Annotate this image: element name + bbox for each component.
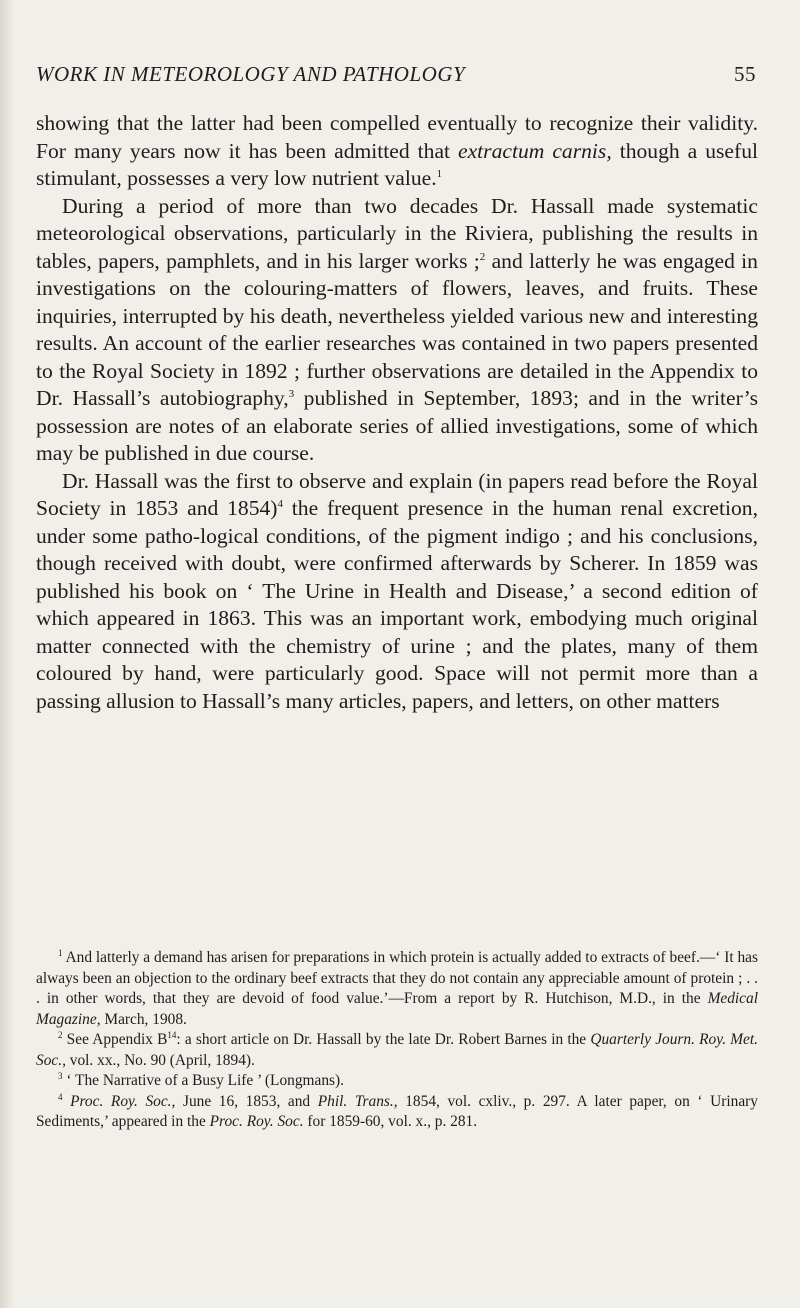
footnote-2: [36, 1030, 758, 1071]
footnote-ref-3: 3: [288, 388, 295, 400]
footnote-3: [36, 1071, 758, 1092]
footnote-1-text-b: March, 1908.: [100, 1010, 187, 1028]
footnote-2-appendix-sup: 14: [167, 1030, 177, 1040]
footnote-2-text-b: : a short article on Dr. Hassall by the late Dr. Robert Barnes in the: [176, 1031, 591, 1048]
paragraph-3: [36, 468, 758, 716]
footnote-4-mark: 4: [58, 1091, 63, 1102]
footnote-4-italic-1: Proc. Roy. Soc.,: [62, 1092, 176, 1110]
paragraph-3-text-a: Dr. Hassall was the first to observe and explain (in papers read before the Royal Society in 1853 and 1854): [36, 468, 758, 520]
footnote-4-text-c: for 1859-60, vol. x., p. 281.: [303, 1113, 478, 1130]
footnotes: [36, 948, 758, 1133]
footnote-4-italic-3: Proc. Roy. Soc.: [209, 1113, 304, 1130]
footnote-2-italic: Quarterly Journ. Roy. Met. Soc.,: [36, 1031, 759, 1069]
running-head: [36, 62, 756, 92]
footnote-1-mark: 1: [58, 948, 63, 958]
footnote-2-text-a: See Appendix B: [62, 1031, 168, 1048]
paragraph-1-text-a: showing that the latter had been compelled eventually to recognize their validity. For many years now it has been admitted that: [36, 111, 758, 163]
paragraph-3-text-b: the frequent presence in the human renal excretion, under some patho-logical conditions, of the pigment indigo ; and his conclusions, though received with doubt, were confirmed afterwards by Scherer. In 1859 was published his book on ‘ The Urine in Health and Disease,’ a second edition of which appeared in 1863. This was an important work, embodying much original matter connected with the chemistry of urine ; and the plates, many of them coloured by hand, were particularly good. Space will not permit more than a passing allusion to Hassall’s many articles, papers, and letters, on other matters: [36, 496, 759, 713]
footnote-4-text-b: 1854, vol. cxliv., p. 297. A later paper, on ‘ Urinary Sediments,’ appeared in the: [36, 1092, 758, 1130]
paragraph-2-text-a: During a period of more than two decades Dr. Hassall made systematic meteorological observations, particularly in the Riviera, publishing the results in tables, papers, pamphlets, and in his larger works ;: [36, 193, 758, 273]
footnote-2-mark: 2: [58, 1030, 63, 1040]
paragraph-2-text-c: published in September, 1893; and in the writer’s possession are notes of an elaborate series of allied investigations, some of which may be published in due course.: [36, 386, 758, 465]
footnote-ref-2: 2: [479, 250, 486, 263]
footnote-ref-1: 1: [436, 168, 443, 180]
footnote-1-text-a: And latterly a demand has arisen for preparations in which protein is actually added to extracts of beef.—‘ It has always been an objection to the ordinary beef extracts that they do not contain any appreciable amount of protein ; . . . in other words, that they are devoid of food value.’—From a report by R. Hutchison, M.D., in the: [36, 949, 758, 1007]
footnote-ref-4: 4: [277, 498, 283, 510]
footnote-1: [36, 948, 758, 1030]
paragraph-2: [36, 193, 758, 468]
footnote-4-italic-2: Phil. Trans.,: [317, 1092, 398, 1110]
footnote-2-text-c: vol. xx., No. 90 (April, 1894).: [65, 1051, 255, 1069]
paragraph-1-text-b: though a useful stimulant, possesses a very low nutrient value.: [36, 138, 759, 190]
page-number: 55: [734, 62, 756, 86]
paragraph-2-text-b: and latterly he was engaged in investigations on the colouring-matters of flowers, leaves, and fruits. These inquiries, interrupted by his death, nevertheless yielded various new and interesting results. An account of the earlier researches was contained in two papers presented to the Royal Society in 1892 ; further observations are detailed in the Appendix to Dr. Hassall’s autobiography,: [36, 248, 758, 410]
body-text: [36, 110, 758, 715]
footnote-4-text-a: June 16, 1853, and: [175, 1092, 318, 1110]
paragraph-1: [36, 110, 758, 193]
running-head-title: WORK IN METEOROLOGY AND PATHOLOGY: [36, 62, 466, 86]
page-gutter-shadow: [0, 0, 14, 1308]
paragraph-1-italic: extractum carnis,: [458, 138, 612, 163]
footnote-3-text: ‘ The Narrative of a Busy Life ’ (Longmans).: [62, 1072, 344, 1089]
footnote-4: [36, 1092, 758, 1133]
footnote-3-mark: 3: [58, 1071, 63, 1081]
footnote-1-italic: Medical Magazine,: [36, 990, 758, 1028]
